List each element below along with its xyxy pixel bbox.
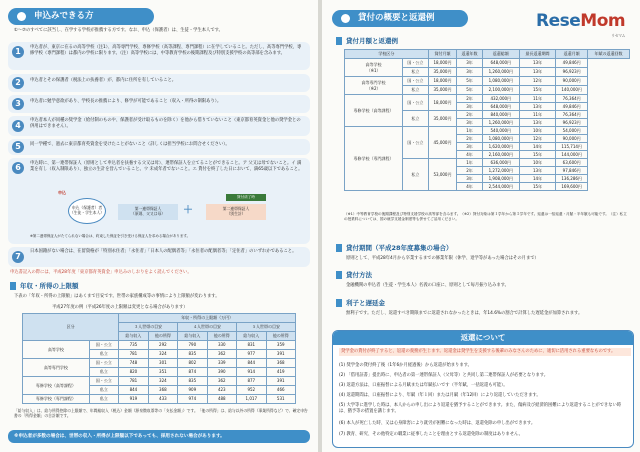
condition-text: 申込時に、第一連帯保証人（原則として申込者を扶養する父又は母）、連帯保証人を立てることができること。ア 父又は母でないこと。イ 満業を有し（収入制限あり）、独立の生計を営んでいること。ウ 未成年者でないこと。エ 貸付を終了した日において、満65歳以下であること。 bbox=[30, 161, 303, 173]
footer-note: ※申込者が多数の場合は、世帯の収入・所得が上限額以下であっても、採用されない場合があります。 bbox=[8, 430, 310, 443]
years-cell: 3年 bbox=[457, 175, 483, 183]
monthly-cell: 169,600円 bbox=[556, 183, 588, 191]
type-cell: 私立 bbox=[89, 395, 118, 404]
applicant-circle bbox=[68, 198, 106, 224]
value-cell: 974 bbox=[178, 395, 207, 404]
value-cell: 362 bbox=[207, 350, 236, 359]
value-cell: 433 bbox=[148, 395, 177, 404]
amount-cell: 18,000円 bbox=[428, 95, 456, 111]
school-name: 高等専門学校 bbox=[361, 80, 386, 86]
value-cell: 835 bbox=[178, 377, 207, 386]
table-row bbox=[23, 395, 296, 404]
value-cell: 820 bbox=[119, 368, 148, 377]
monthly-cell: 115,714円 bbox=[556, 143, 588, 151]
type-cell: 私立 bbox=[403, 68, 429, 77]
banner-dot-icon bbox=[17, 12, 26, 21]
income-note: 「給与収入」は、給与所得控除の上限額で、年間総収入（税込）金額（源泉徴収票等の「支払金額」）です。「他の所得」は、給与以外の所得（事業所得など）で、確定申告書の「所得金額」の合計額です。 bbox=[14, 408, 308, 419]
loan-overview-banner bbox=[332, 10, 468, 27]
value-cell: 874 bbox=[178, 368, 207, 377]
condition-text: 日本国籍がない場合は、在留資格が「特別永住者」「永住者」「日本人の配偶者等」「永住者の配偶者等」「定住者」のいずれかであること。 bbox=[30, 249, 297, 254]
loan-header-cell: 返還総額 bbox=[482, 50, 519, 59]
years-cell: 2年 bbox=[457, 135, 483, 143]
guarantor1-box bbox=[118, 204, 178, 220]
logo-text-b: Mom bbox=[580, 11, 626, 31]
guarantor1-label: 第一連帯保証人 bbox=[134, 206, 162, 211]
type-cell: 国・公立 bbox=[403, 77, 429, 86]
left-page bbox=[0, 0, 318, 452]
monthly-cell: 49,846円 bbox=[556, 103, 588, 111]
monthly-cell: 140,000円 bbox=[556, 86, 588, 95]
monthly-cell: 76,364円 bbox=[556, 111, 588, 119]
school-cell: 高等専門学校 bbox=[23, 359, 90, 377]
condition-1 bbox=[8, 42, 310, 70]
banner-dot-icon bbox=[341, 14, 350, 23]
loan-end-label: 貸付終了時 bbox=[226, 194, 266, 201]
condition-number: 5 bbox=[12, 141, 24, 153]
sub-header: 給与収入 bbox=[178, 332, 207, 341]
school-name: 専修学校（専門課程） bbox=[353, 155, 394, 161]
diagram-note: ※第二連帯保証人がたてられない場合は、約束した保証を引き受ける保証人を求める場合があります。 bbox=[30, 234, 191, 238]
resemom-logo bbox=[536, 10, 625, 38]
interest-text: 無利子です。ただし、返還すべき期限までに返還されなかったときは、年14.6%の割合で計算した遅延金が加算されます。 bbox=[346, 311, 583, 316]
table-row bbox=[23, 359, 296, 368]
value-cell: 1,017 bbox=[237, 395, 266, 404]
months-cell: 13年 bbox=[519, 167, 555, 175]
return-item: (3) 返還方法は、口座振替による月賦または年賦払いです（半年賦、一括返還も可能）。 bbox=[339, 383, 508, 388]
condition-number: 1 bbox=[12, 46, 24, 58]
loan-header-cell: 学校区分 bbox=[345, 50, 429, 59]
years-cell: 5年 bbox=[457, 77, 483, 86]
school-cell bbox=[345, 95, 403, 127]
condition-number: 7 bbox=[12, 251, 24, 263]
type-cell: 私立 bbox=[89, 350, 118, 359]
total-cell: 540,000円 bbox=[482, 127, 519, 135]
condition-text: 申込者が、東京に在るの高等学校（注1）、高等専門学校、専修学校（高等課程、専門課程）に在学していること。ただし、高等専門学校、専修学校（専門課程）は都内の学校に限ります。（注）高等学校には、中等教育学校の後期課程及び特別支援学校の高等部を含みます。 bbox=[30, 45, 302, 57]
amount-cell: 18,000円 bbox=[428, 59, 456, 68]
years-cell: 2年 bbox=[457, 95, 483, 103]
months-cell: 10年 bbox=[519, 159, 555, 167]
years-cell: 2年 bbox=[457, 111, 483, 119]
school-note: （※2） bbox=[366, 85, 381, 91]
school-cell bbox=[345, 127, 403, 191]
school-name: 高等学校 bbox=[365, 62, 382, 68]
value-cell: 877 bbox=[237, 377, 266, 386]
value-cell: 844 bbox=[237, 359, 266, 368]
value-cell: 368 bbox=[266, 359, 296, 368]
condition-5 bbox=[8, 139, 310, 155]
table-row bbox=[23, 341, 296, 350]
school-cell bbox=[345, 59, 403, 77]
value-cell: 391 bbox=[266, 350, 296, 359]
return-warning: 奨学金の貸付が終了すると、返還の義務が生じます。返還金は奨学生を支援する後輩のみなさんのために、適切に活用される重要なものです。 bbox=[339, 348, 631, 356]
total-cell: 2,100,000円 bbox=[482, 86, 519, 95]
total-cell: 1,272,000円 bbox=[482, 167, 519, 175]
table-row bbox=[345, 127, 630, 135]
months-cell: 11年 bbox=[519, 111, 555, 119]
years-cell: 2年 bbox=[457, 167, 483, 175]
value-cell: 802 bbox=[178, 359, 207, 368]
total-cell: 2,544,000円 bbox=[482, 183, 519, 191]
return-box bbox=[332, 330, 634, 448]
condition-3 bbox=[8, 95, 310, 113]
loan-table-header-row bbox=[345, 50, 630, 59]
value-cell: 339 bbox=[207, 359, 236, 368]
type-cell: 国・公立 bbox=[403, 59, 429, 68]
value-cell: 844 bbox=[119, 386, 148, 395]
section-title: 申込みできる方 bbox=[34, 11, 94, 21]
value-cell: 909 bbox=[178, 386, 207, 395]
condition-text: 申込者本人が同種の奨学金（給付制のものや、保護者が受け取るものを除く）を他から借りていないこと（東京都育英資金と他の奨学金との併用はできません）。 bbox=[30, 118, 301, 130]
monthly-cell: 49,846円 bbox=[556, 59, 588, 68]
income-caption: 平成27年度の例（平成26年度の上限額は変更となる場合があります） bbox=[52, 305, 188, 310]
amount-cell: 45,000円 bbox=[428, 127, 456, 159]
value-cell: 324 bbox=[148, 350, 177, 359]
loan-method-text: 金融機関の申込者（生徒・学生本人）名義の口座に、原則として毎月振り込みます。 bbox=[346, 283, 509, 288]
table-row bbox=[345, 95, 630, 103]
years-cell: 5年 bbox=[457, 86, 483, 95]
amount-cell: 35,000円 bbox=[428, 68, 456, 77]
value-cell: 351 bbox=[148, 368, 177, 377]
value-cell: 781 bbox=[119, 377, 148, 386]
loan-header-cell: 返還月額 bbox=[556, 50, 588, 59]
type-cell: 私立 bbox=[89, 386, 118, 395]
value-cell: 292 bbox=[148, 341, 177, 350]
family-header: ４人世帯の目安 bbox=[178, 323, 237, 332]
value-cell: 362 bbox=[207, 377, 236, 386]
plus-sign: ＋ bbox=[183, 205, 193, 216]
value-cell: 952 bbox=[237, 386, 266, 395]
type-cell: 国・公立 bbox=[403, 127, 429, 159]
months-cell: 14年 bbox=[519, 175, 555, 183]
condition-text: 同一学種で、過去に東京都育英資金を受けたことがないこと（詳しくは担当学校にお問合せください）。 bbox=[30, 142, 230, 147]
apply-arrow-label: 申込 bbox=[58, 190, 66, 195]
value-cell: 359 bbox=[266, 341, 296, 350]
condition-4 bbox=[8, 116, 310, 136]
months-cell: 15年 bbox=[519, 86, 555, 95]
total-cell: 1,620,000円 bbox=[482, 143, 519, 151]
type-cell: 私立 bbox=[403, 86, 429, 95]
condition-text: 申込者に勉学意欲があり、学校長の推薦により、修学が可能であること（収入・所得の制限あり）。 bbox=[30, 99, 222, 104]
value-cell: 531 bbox=[266, 395, 296, 404]
loan-header-cell: 年賦の返還回数 bbox=[588, 50, 630, 59]
return-item: (4) 返還期間は、口座振替により、年賦（年１回）または月賦（年12回）により返還していただきます。 bbox=[339, 393, 541, 398]
amount-cell: 35,000円 bbox=[428, 86, 456, 95]
total-cell: 1,908,000円 bbox=[482, 175, 519, 183]
value-cell: 423 bbox=[207, 386, 236, 395]
total-cell: 636,000円 bbox=[482, 159, 519, 167]
value-cell: 835 bbox=[178, 350, 207, 359]
logo-text-a: Rese bbox=[536, 11, 581, 31]
months-cell: 12年 bbox=[519, 135, 555, 143]
value-cell: 324 bbox=[148, 377, 177, 386]
months-cell: 13年 bbox=[519, 103, 555, 111]
total-cell: 1,080,000円 bbox=[482, 135, 519, 143]
sub-header: 給与収入 bbox=[237, 332, 266, 341]
guarantor2-box bbox=[206, 204, 266, 220]
loan-method-heading: 貸付方法 bbox=[336, 270, 372, 280]
years-cell: 4年 bbox=[457, 183, 483, 191]
total-cell: 432,000円 bbox=[482, 95, 519, 103]
sub-header: 給与収入 bbox=[119, 332, 148, 341]
value-cell: 831 bbox=[237, 341, 266, 350]
guarantor2-sublabel: （別生計） bbox=[226, 211, 246, 217]
apply-eligibility-banner bbox=[8, 8, 154, 25]
monthly-cell: 96,923円 bbox=[556, 119, 588, 127]
type-cell: 私立 bbox=[403, 111, 429, 127]
type-cell: 国・公立 bbox=[89, 359, 118, 368]
monthly-cell: 144,000円 bbox=[556, 151, 588, 159]
sub-header: 他の所得 bbox=[266, 332, 296, 341]
condition-text: 申込者とその保護者（税法上の扶養者）が、都内に住所を有していること。 bbox=[30, 78, 177, 83]
total-cell: 1,080,000円 bbox=[482, 77, 519, 86]
total-cell: 2,160,000円 bbox=[482, 151, 519, 159]
school-cell: 専修学校（専門課程） bbox=[23, 395, 90, 404]
loan-header-cell: 返還年数 bbox=[457, 50, 483, 59]
value-cell: 301 bbox=[148, 359, 177, 368]
monthly-cell: 97,846円 bbox=[556, 167, 588, 175]
table-row bbox=[345, 77, 630, 86]
months-cell: 13年 bbox=[519, 59, 555, 68]
months-cell: 13年 bbox=[519, 119, 555, 127]
value-cell: 919 bbox=[119, 395, 148, 404]
monthly-cell: 54,000円 bbox=[556, 127, 588, 135]
loan-period-text: 原則として、平成28年4月から卒業するまでの修業年限（休学、退学等があった場合はその月まで） bbox=[346, 256, 539, 261]
condition-2 bbox=[8, 74, 310, 92]
type-cell: 私立 bbox=[403, 159, 429, 191]
loan-table-notes: （※1）中等教育学校の後期課程及び特別支援学校の高等部を含みます。（※2）貸付対象は第１学年から第３学年です。返還は一括返還・月賦・半年賦も可能です。（注）私立の授業料については、国の就学支援金制度等も併せてご活用ください。 bbox=[344, 212, 627, 222]
return-item: (7) 教育、研究、その他特定の職業に従事したことを理由とする返還免除の制度はありません。 bbox=[339, 432, 523, 437]
school-cell bbox=[345, 77, 403, 95]
loan-table bbox=[344, 49, 630, 191]
return-title: 返還について bbox=[333, 331, 633, 345]
right-page bbox=[322, 0, 640, 452]
value-cell: 977 bbox=[237, 350, 266, 359]
return-item: (1) 奨学金の貸付終了後（1年6か月経過後）から返還が始まります。 bbox=[339, 363, 472, 368]
income-group-header: 年収・所得の上限額（万円） bbox=[119, 314, 296, 323]
years-cell: 3年 bbox=[457, 143, 483, 151]
condition-number: 2 bbox=[12, 77, 24, 89]
type-cell: 私立 bbox=[89, 368, 118, 377]
interest-heading: 利子と遅延金 bbox=[336, 298, 385, 308]
income-table bbox=[22, 313, 296, 404]
logo-subtext: リセマム bbox=[611, 32, 626, 38]
value-cell: 419 bbox=[266, 368, 296, 377]
total-cell: 648,000円 bbox=[482, 59, 519, 68]
applicant-sublabel: （生徒・学生本人） bbox=[69, 210, 105, 216]
condition-7 bbox=[8, 247, 310, 267]
total-cell: 1,260,000円 bbox=[482, 119, 519, 127]
years-cell: 3年 bbox=[457, 59, 483, 68]
value-cell: 391 bbox=[266, 377, 296, 386]
income-intro: 下表の「年収・所得の上限額」はあくまで目安です。世帯の家族構成等の事情により上限額が変わります。 bbox=[14, 294, 220, 299]
value-cell: 781 bbox=[119, 350, 148, 359]
return-item: (5) 大学等に進学した時は、本人からの申し出により返還を猶予することができます。また、傷病及び経済的困難により返還することができない時は、猶予等の措置を講じます。 bbox=[339, 403, 622, 415]
applicant-label: 申込（保護者）者 bbox=[71, 205, 103, 210]
value-cell: 488 bbox=[207, 395, 236, 404]
years-cell: 1年 bbox=[457, 159, 483, 167]
total-cell: 648,000円 bbox=[482, 103, 519, 111]
loan-header-cell: 最長返還期間 bbox=[519, 50, 555, 59]
sub-header: 他の所得 bbox=[207, 332, 236, 341]
table-row bbox=[23, 377, 296, 386]
years-cell: 4年 bbox=[457, 151, 483, 159]
value-cell: 790 bbox=[178, 341, 207, 350]
total-cell: 840,000円 bbox=[482, 111, 519, 119]
guarantor1-sublabel: （原則、父又は母） bbox=[130, 211, 166, 217]
value-cell: 330 bbox=[207, 341, 236, 350]
amount-cell: 35,000円 bbox=[428, 111, 456, 127]
value-cell: 748 bbox=[119, 359, 148, 368]
value-cell: 368 bbox=[148, 386, 177, 395]
years-cell: 3年 bbox=[457, 68, 483, 77]
months-cell: 15年 bbox=[519, 151, 555, 159]
loan-header-cell: 貸付月額 bbox=[428, 50, 456, 59]
type-cell: 国・公立 bbox=[89, 341, 118, 350]
amount-cell: 18,000円 bbox=[428, 77, 456, 86]
red-note: 申込書記入の際には、平成28年度「東京都育英資金」申込みのしおりをよく読んでください。 bbox=[10, 270, 192, 275]
intro-text: ①～⑦のすべてに該当し、在学する学校が推薦する方です。なお、申込（保護者）は、生徒・学生本人です。 bbox=[14, 28, 223, 33]
guarantor2-label: 第二連帯保証人 bbox=[222, 206, 250, 211]
value-cell: 914 bbox=[237, 368, 266, 377]
section-title: 貸付の概要と返還例 bbox=[358, 13, 435, 23]
condition-number: 4 bbox=[12, 120, 24, 132]
months-cell: 12年 bbox=[519, 77, 555, 86]
years-cell: 3年 bbox=[457, 103, 483, 111]
monthly-amount-heading: 貸付月額と返還例 bbox=[336, 36, 398, 46]
condition-number: 3 bbox=[12, 98, 24, 110]
type-cell: 国・公立 bbox=[403, 95, 429, 111]
value-cell: 466 bbox=[266, 386, 296, 395]
school-name: 専修学校（高等課程） bbox=[353, 107, 394, 113]
months-cell: 11年 bbox=[519, 95, 555, 103]
condition-number: 6 bbox=[12, 162, 24, 174]
type-cell: 国・公立 bbox=[89, 377, 118, 386]
school-note: （※1） bbox=[366, 67, 381, 73]
income-limit-heading: 年収・所得の上限額 bbox=[10, 281, 79, 291]
months-cell: 14年 bbox=[519, 143, 555, 151]
value-cell: 735 bbox=[119, 341, 148, 350]
months-cell: 10年 bbox=[519, 127, 555, 135]
monthly-cell: 90,000円 bbox=[556, 135, 588, 143]
family-header: ５人世帯の目安 bbox=[237, 323, 296, 332]
return-item: (2) 「借用証書」提出時に、申込者の第一連帯保証人（父母等）と共同し第二連帯保証人が必要となります。 bbox=[339, 373, 549, 378]
amount-cell: 53,000円 bbox=[428, 159, 456, 191]
return-item: (6) 本人が死亡した時、又は心身障害により就労が困難になった時は、返還免除の申し出ができます。 bbox=[339, 421, 536, 426]
years-cell: 1年 bbox=[457, 127, 483, 135]
monthly-cell: 90,000円 bbox=[556, 77, 588, 86]
monthly-cell: 63,600円 bbox=[556, 159, 588, 167]
school-cell: 専修学校（高等課程） bbox=[23, 377, 90, 395]
monthly-cell: 136,286円 bbox=[556, 175, 588, 183]
value-cell: 390 bbox=[207, 368, 236, 377]
months-cell: 13年 bbox=[519, 68, 555, 77]
loan-period-heading: 貸付期間（平成28年度募集の場合） bbox=[336, 243, 453, 253]
monthly-cell: 96,923円 bbox=[556, 68, 588, 77]
monthly-cell: 76,364円 bbox=[556, 95, 588, 103]
condition-6 bbox=[8, 158, 310, 244]
table-row bbox=[345, 59, 630, 68]
total-cell: 1,260,000円 bbox=[482, 68, 519, 77]
sub-header: 他の所得 bbox=[148, 332, 177, 341]
months-cell: 15年 bbox=[519, 183, 555, 191]
income-table-corner: 区分 bbox=[23, 314, 119, 341]
years-cell: 3年 bbox=[457, 119, 483, 127]
family-header: ３人世帯の目安 bbox=[119, 323, 178, 332]
school-cell: 高等学校 bbox=[23, 341, 90, 359]
